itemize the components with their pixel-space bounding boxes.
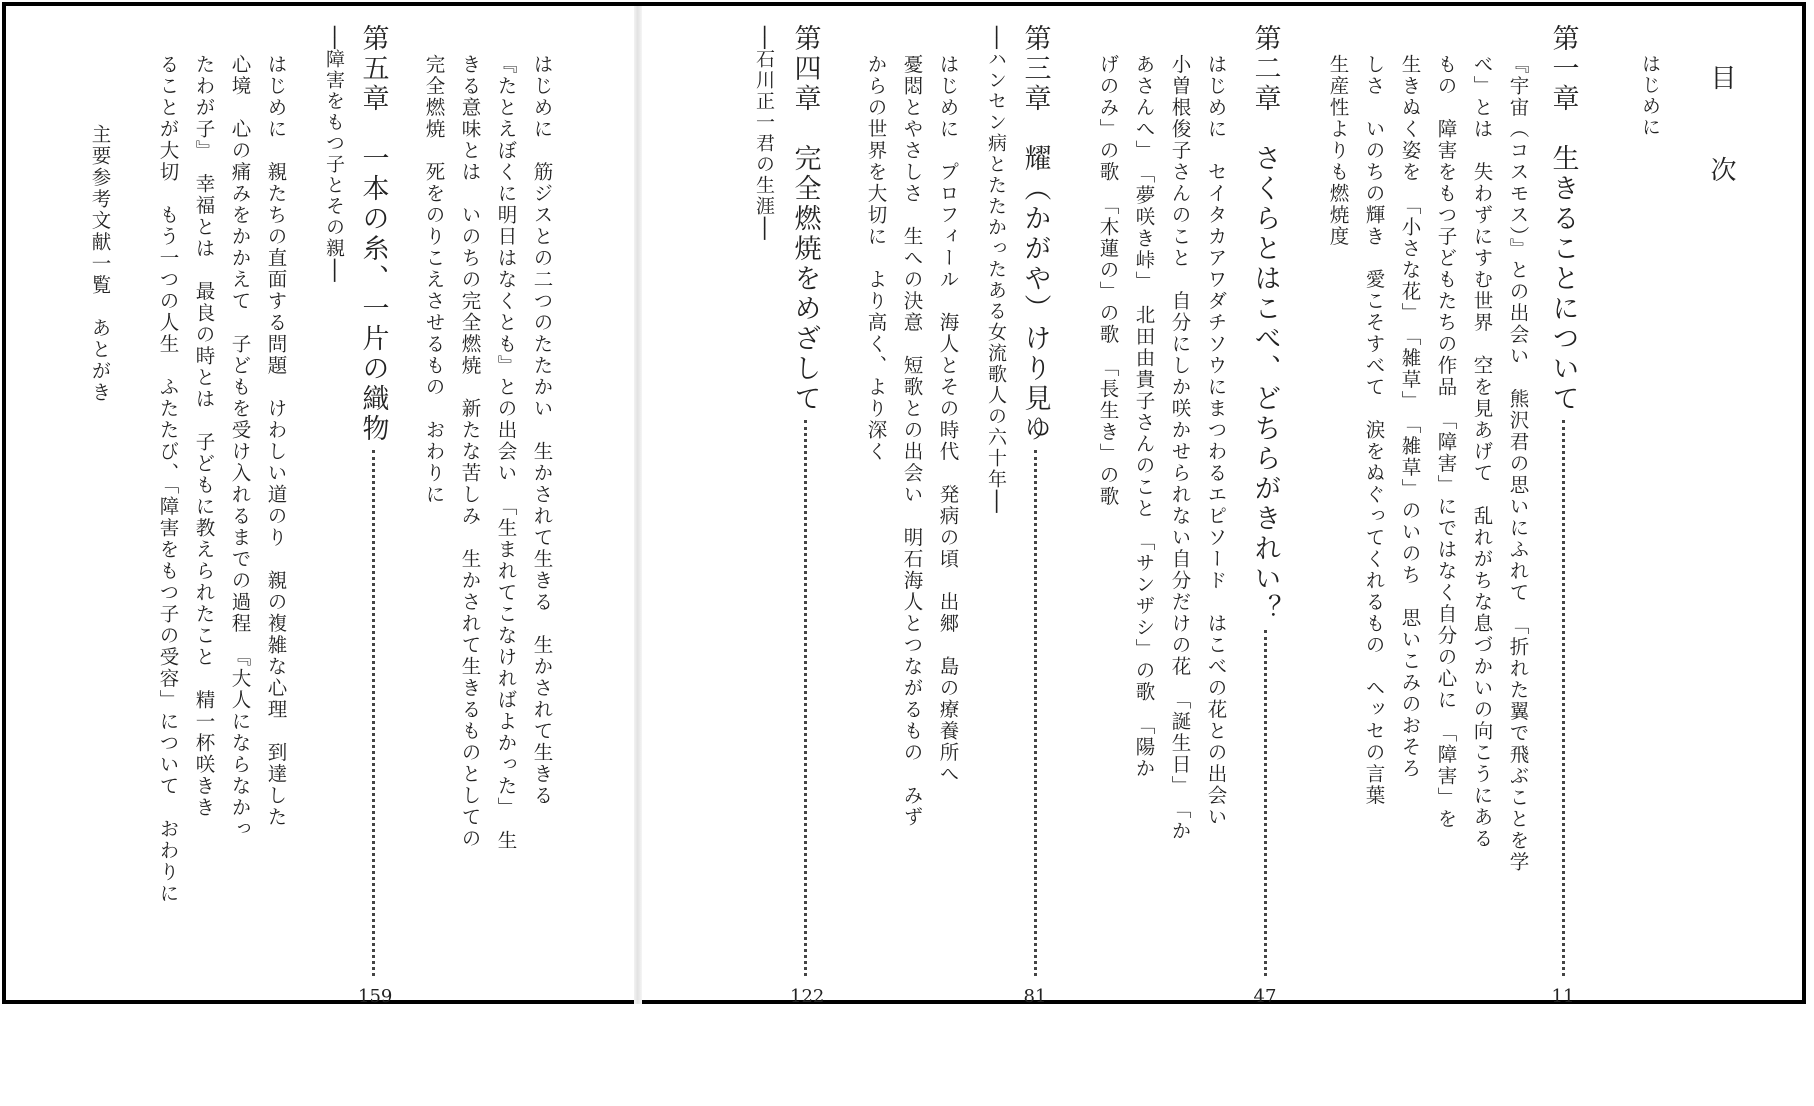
chapter-1-line-1: 『宇宙（コスモス）』との出会い 熊沢君の思いにふれて 「折れた翼で飛ぶことを学 <box>1508 14 1528 1036</box>
chapter-1-line-2: べ」とは 失わずにすむ世界 空を見あげて 乱れがちな息づかいの向こうにある <box>1472 14 1492 1036</box>
chapter-title: さくらとはこべ、どちらがきれい？ <box>1252 144 1279 624</box>
chapter-4-line-2: 『たとえぼくに明日はなくとも』との出会い 「生まれてこなければよかった」 生 <box>496 14 516 1036</box>
dash: ── <box>753 26 775 49</box>
page-number: 159 <box>358 988 388 1006</box>
closing-entries: 主要参考文献一覧 あとがき <box>90 14 110 1106</box>
chapter-number: 第二章 <box>1252 24 1279 114</box>
page-number: 122 <box>790 988 820 1006</box>
chapter-number: 第三章 <box>1022 24 1049 114</box>
chapter-number: 第一章 <box>1550 24 1577 114</box>
chapter-3-subtitle <box>986 14 1005 1008</box>
dash: ── <box>985 490 1007 513</box>
leader-dots <box>1263 630 1267 976</box>
page-number: 47 <box>1250 988 1280 1006</box>
leader-dots <box>1561 420 1565 976</box>
chapter-4-line-4: 完全燃焼 死をのりこえさせるもの おわりに <box>424 14 444 1036</box>
chapter-1-line-4: 生きぬく姿を 「小さな花」 「雑草」 「雑草」のいのち 思いこみのおそろ <box>1400 14 1420 1036</box>
leader-dots <box>803 420 807 976</box>
page-number: 81 <box>1020 988 1050 1006</box>
chapter-1-line-6: 生産性よりも燃焼度 <box>1328 14 1348 1036</box>
chapter-4-line-3: きる意味とは いのちの完全燃焼 新たな苦しみ 生かされて生きるものとしての <box>460 14 480 1036</box>
chapter-title: 完全燃焼をめざして <box>792 144 819 414</box>
subtitle-text: 石川正一君の生涯 <box>753 49 775 217</box>
chapter-title: 生きることについて <box>1550 144 1577 414</box>
chapter-5-subtitle <box>324 14 343 1008</box>
right-page <box>640 14 1790 996</box>
leader-dots <box>371 450 375 976</box>
chapter-number: 第五章 <box>360 24 387 114</box>
toc-heading: 目 次 <box>1708 14 1734 1046</box>
chapter-2-line-2: 小曽根俊子さんのこと 自分にしか咲かせられない自分だけの花 「誕生日」 「か <box>1170 14 1190 1036</box>
chapter-4-heading[interactable] <box>790 14 820 1006</box>
chapter-5-line-3: たわが子』 幸福とは 最良の時とは 子どもに教えられたこと 精一杯咲きき <box>194 14 214 1036</box>
page-number: 11 <box>1548 988 1578 1006</box>
dash: ── <box>323 259 345 282</box>
chapter-title: 一本の糸、一片の織物 <box>360 144 387 444</box>
chapter-5-line-1: はじめに 親たちの直面する問題 けわしい道のり 親の複雑な心理 到達した <box>266 14 286 1036</box>
chapter-5-line-2: 心境 心の痛みをかかえて 子どもを受け入れるまでの過程 『大人にならなかっ <box>230 14 250 1036</box>
chapter-3-line-3: からの世界を大切に より高く、より深く <box>866 14 886 1036</box>
chapter-3-heading[interactable] <box>1020 14 1050 1006</box>
toc-intro: はじめに <box>1640 14 1659 1036</box>
chapter-2-line-3: あさんへ」 「夢咲き峠」 北田由貴子さんのこと 「サンザシ」の歌 「陽か <box>1134 14 1154 1036</box>
leader-dots <box>1033 450 1037 976</box>
subtitle-text: 障害をもつ子とその親 <box>323 49 345 259</box>
chapter-number: 第四章 <box>792 24 819 114</box>
chapter-5-line-4: ることが大切 もう一つの人生 ふたたび、「障害をもつ子の受容」について おわりに <box>158 14 178 1036</box>
chapter-4-subtitle <box>754 14 773 1008</box>
chapter-1-line-3: もの 障害をもつ子どもたちの作品 「障害」にではなく自分の心に 「障害」を <box>1436 14 1456 1036</box>
chapter-1-line-5: しさ いのちの輝き 愛こそすべて 涙をぬぐってくれるもの ヘッセの言葉 <box>1364 14 1384 1036</box>
chapter-5-heading[interactable] <box>358 14 388 1006</box>
chapter-2-heading[interactable] <box>1250 14 1280 1006</box>
chapter-4-line-1: はじめに 筋ジスとの二つのたたかい 生かされて生きる 生かされて生きる <box>532 14 552 1036</box>
chapter-3-line-2: 憂悶とやさしさ 生への決意 短歌との出会い 明石海人とつながるもの みず <box>902 14 922 1036</box>
chapter-3-line-1: はじめに プロフィール 海人とその時代 発病の頃 出郷 島の療養所へ <box>938 14 958 1036</box>
chapter-2-line-1: はじめに セイタカアワダチソウにまつわるエピソード はこべの花との出会い <box>1206 14 1226 1036</box>
dash: ── <box>985 26 1007 49</box>
left-page <box>12 14 636 996</box>
chapter-title: 耀（かがや）けり見ゆ <box>1022 144 1049 444</box>
dash: ── <box>753 217 775 240</box>
chapter-1-heading[interactable] <box>1548 14 1578 1006</box>
subtitle-text: ハンセン病とたたかったある女流歌人の六十年 <box>985 49 1007 490</box>
chapter-2-line-4: げのみ」の歌 「木蓮の」の歌 「長生き」の歌 <box>1098 14 1118 1036</box>
dash: ── <box>323 26 345 49</box>
